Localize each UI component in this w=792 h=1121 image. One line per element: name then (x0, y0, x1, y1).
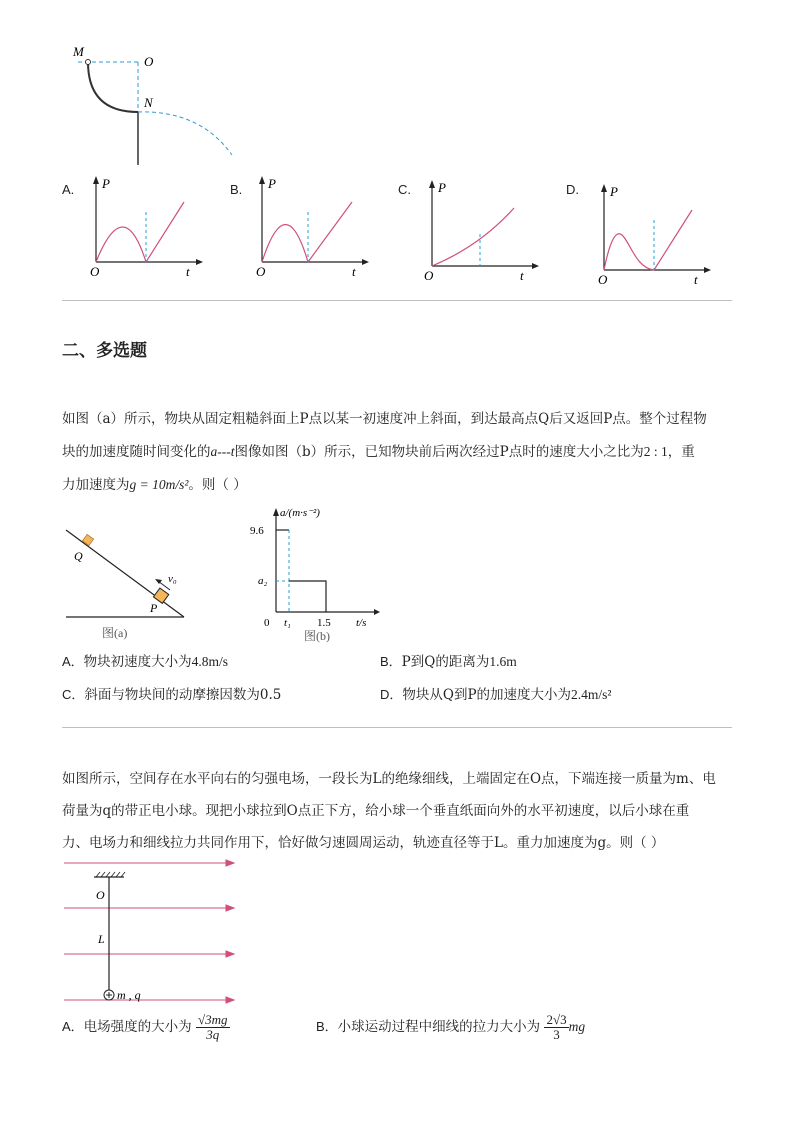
option-d-letter[interactable]: D. (566, 182, 579, 197)
label-o: O (96, 888, 105, 902)
option-math: 2.4m/s² (571, 687, 612, 702)
q3-option-b[interactable] (316, 1012, 585, 1042)
divider (62, 727, 732, 728)
origin-label: O (424, 268, 434, 283)
q2-option-c[interactable] (62, 685, 281, 705)
option-text: 斜面与物块间的动摩擦因数为0.5 (84, 687, 282, 703)
caption-a: 图(a) (102, 626, 128, 640)
label-q: Q (74, 549, 83, 563)
top-figure (60, 40, 250, 170)
axis-t-label: t (352, 264, 356, 279)
fig-b-ylabel: a/(m·s⁻²) (280, 507, 320, 519)
axis-p-label: P (438, 180, 446, 195)
option-letter: B． (380, 654, 402, 669)
label-p: P (150, 601, 158, 615)
q3-line-2: 荷量为q的带正电小球。现把小球拉到O点正下方，给小球一个垂直纸面向外的水平初速度，以后小球在重 (62, 803, 690, 819)
q3-line-3: 力、电场力和细线拉力共同作用下，恰好做匀速圆周运动，轨迹直径等于L。重力加速度为g。则（ ） (62, 835, 665, 851)
fraction-numerator: √3mg (197, 1012, 228, 1027)
divider (62, 300, 732, 301)
q2-ratio: 2 : 1 (643, 444, 668, 459)
fig-b-x-15: 1.5 (317, 617, 331, 629)
fraction-denominator: 3 (553, 1027, 560, 1042)
q2-line-3-b: 。则（ ） (188, 477, 247, 493)
option-d-graph[interactable] (592, 180, 712, 290)
option-text: 电场强度的大小为 (83, 1019, 192, 1035)
label-l: L (98, 932, 105, 946)
q2-math-at: a---t (210, 444, 235, 459)
q2-line-1: 如图（a）所示，物块从固定粗糙斜面上P点以某一初速度冲上斜面，到达最高点Q后又返回P点。整个过程物 (62, 411, 707, 427)
fig-b-x-t1: t₁ (284, 617, 291, 629)
option-b-graph[interactable] (250, 172, 370, 282)
axis-t-label: t (186, 264, 190, 279)
q2-line-2-c: ，重 (667, 444, 695, 460)
option-tail: mg (568, 1019, 586, 1034)
q2-line-3 (62, 475, 247, 495)
label-n: N (144, 95, 153, 110)
option-letter: B． (316, 1019, 338, 1034)
fig-b-y-top: 9.6 (250, 525, 264, 537)
label-o: O (144, 54, 154, 69)
option-letter: C． (62, 687, 85, 702)
fig-b-xlabel: t/s (356, 617, 367, 629)
section-title: 二、多选题 (62, 341, 147, 361)
option-math: 4.8m/s (191, 654, 229, 669)
q3-line-1: 如图所示，空间存在水平向右的匀强电场，一段长为L的绝缘细线，上端固定在O点，下端连接一质量为m、电 (62, 771, 716, 787)
option-text: 物块从Q到P的加速度大小为 (402, 687, 572, 703)
label-m: M (73, 44, 84, 59)
option-a-letter[interactable]: A. (62, 182, 75, 197)
q3-option-a[interactable] (62, 1012, 230, 1042)
option-a-graph[interactable] (84, 172, 204, 282)
q2-line-2-b: 图像如图（b）所示，已知物块前后两次经过P点时的速度大小之比为 (234, 444, 644, 460)
option-b-letter[interactable]: B. (230, 182, 243, 197)
fraction-denominator: 3q (206, 1027, 220, 1042)
option-text: 物块初速度大小为 (83, 654, 192, 670)
axis-p-label: P (268, 176, 276, 191)
label-v0: v₀ (168, 573, 177, 585)
axis-t-label: t (694, 272, 698, 287)
q2-line-3-a: 力加速度为 (62, 477, 130, 493)
option-letter: A． (62, 654, 84, 669)
axis-p-label: P (102, 176, 110, 191)
caption-b: 图(b) (304, 629, 330, 643)
origin-label: O (598, 272, 608, 287)
axis-t-label: t (520, 268, 524, 283)
option-letter: D． (380, 687, 403, 702)
label-mq: m , q (117, 988, 141, 1002)
option-text: P到Q的距离为 (401, 654, 490, 670)
fraction (544, 1013, 568, 1042)
option-c-graph[interactable] (420, 176, 540, 286)
q3-figure (60, 855, 240, 1005)
option-letter: A． (62, 1019, 84, 1034)
q2-option-b[interactable] (380, 652, 517, 672)
q2-line-2-a: 块的加速度随时间变化的 (62, 444, 211, 460)
q2-option-a[interactable] (62, 652, 228, 672)
option-math: 1.6m (489, 654, 517, 669)
q2-math-g: g = 10m/s² (129, 477, 189, 492)
fraction-numerator: 2√3 (546, 1012, 567, 1027)
origin-label: O (256, 264, 266, 279)
q2-line-2 (62, 442, 695, 462)
fig-b-y-low: a₂ (258, 575, 268, 587)
origin-label: O (90, 264, 100, 279)
fraction (196, 1013, 230, 1042)
figure-a-incline (62, 522, 192, 644)
option-text: 小球运动过程中细线的拉力大小为 (337, 1019, 541, 1035)
q2-option-d[interactable] (380, 685, 611, 705)
option-c-letter[interactable]: C. (398, 182, 411, 197)
figure-b-graph (246, 502, 386, 644)
axis-p-label: P (610, 184, 618, 199)
fig-b-x0: 0 (264, 617, 270, 629)
